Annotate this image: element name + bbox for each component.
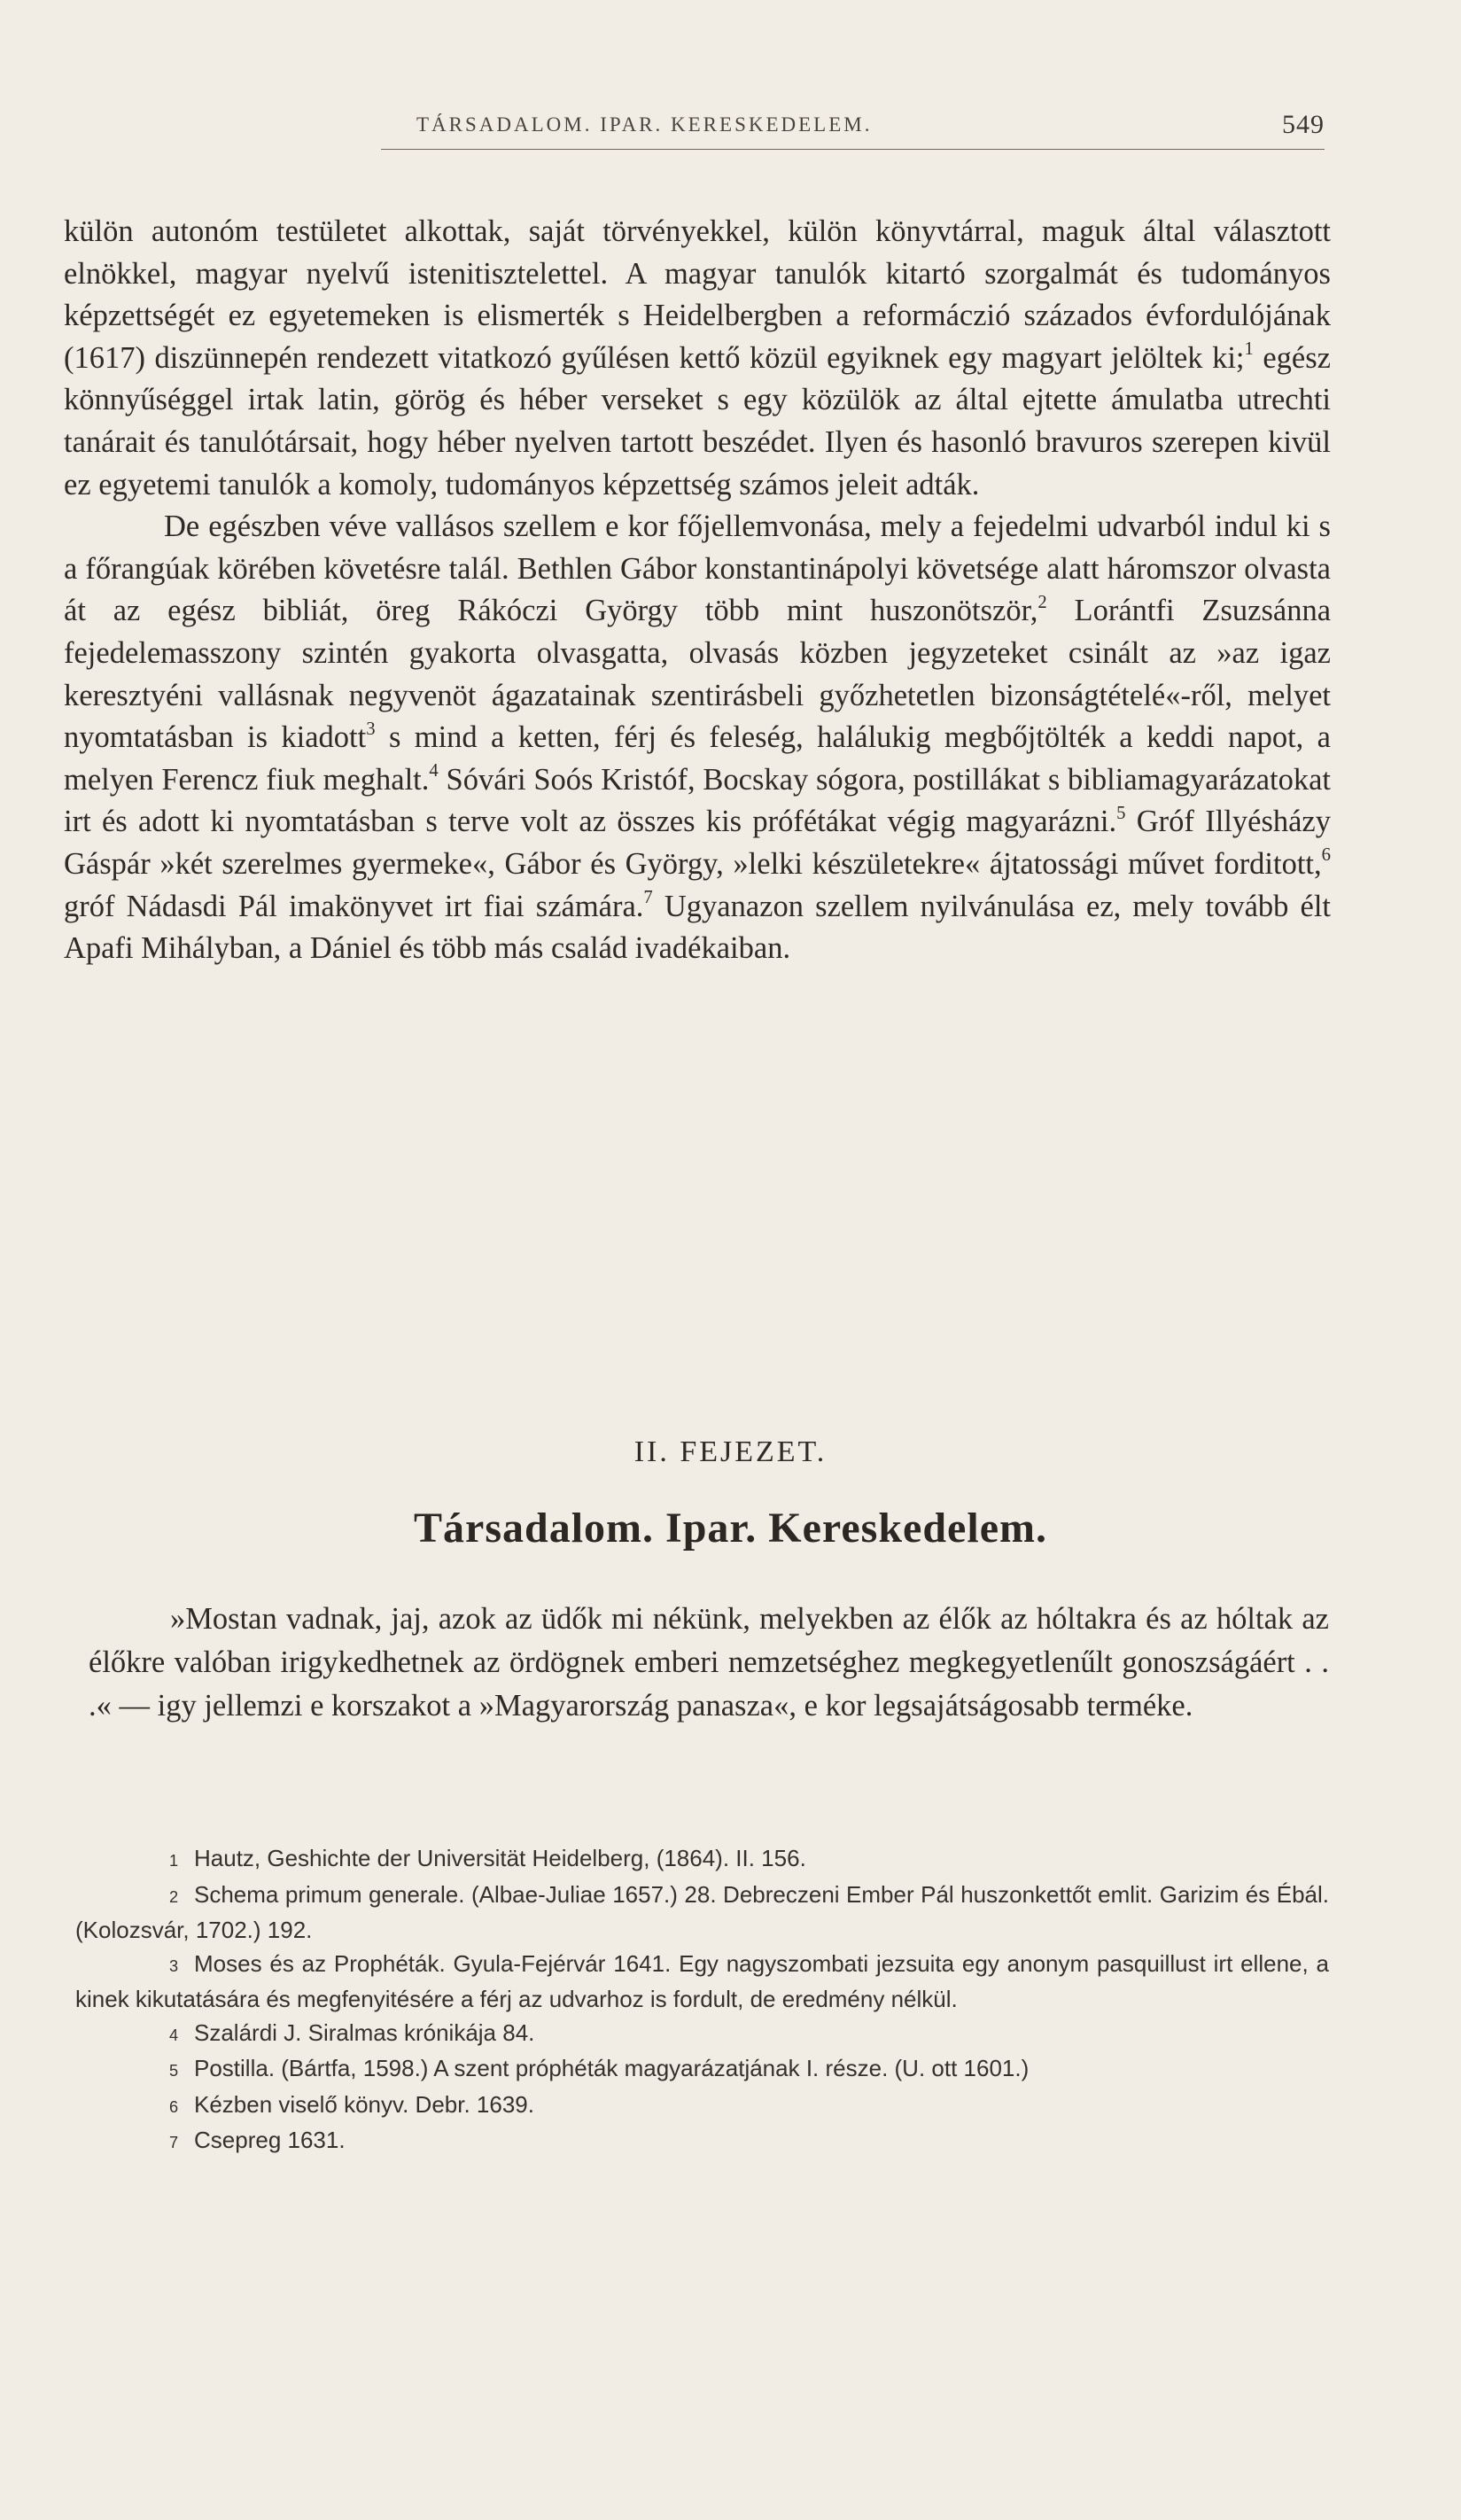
paragraph-text: egész könnyűséggel irtak latin, görög és héber verseket s egy közülök az által ejtette ámulatba utrechti tanárait és tanulótársait, hogy héber nyelven tartott beszédet. Ilyen és hasonló bravuros szerepen kivül ez egyetemi tanulók a komoly, tudományos képzettség számos jeleit adták. bbox=[64, 340, 1331, 502]
footnote-marker: 2 bbox=[169, 1887, 179, 1906]
footnote-marker: 4 bbox=[169, 2026, 179, 2044]
footnote-marker: 7 bbox=[169, 2134, 179, 2151]
footnote-7 bbox=[75, 2124, 1329, 2160]
paragraph-text: De egészben véve vallásos szellem e kor főjellemvonása, mely a fejedelmi udvarból indul ki s a főrangúak körében követésre talál. Bethlen Gábor konstantinápolyi követsége alatt háromszor olvasta át az egész bibliát, öreg Rákóczi György több mint huszonötször, bbox=[64, 509, 1331, 628]
footnote-ref: 4 bbox=[429, 761, 439, 782]
paragraph-1 bbox=[64, 211, 1331, 506]
footnotes bbox=[75, 1842, 1329, 2160]
chapter-opening-paragraph: »Mostan vadnak, jaj, azok az üdők mi nékünk, melyekben az élők az hóltakra és az hóltak az élőkre valóban irigykedhetnek az ördögnek emberi nemzetséghez megkegyetlenűlt gonoszságáért . . .« — igy jellemzi e korszakot a »Magyarország panasza«, e kor legsajátságosabb terméke. bbox=[89, 1602, 1329, 1723]
running-title: TÁRSADALOM. IPAR. KERESKEDELEM. bbox=[416, 113, 873, 136]
footnote-text: Postilla. (Bártfa, 1598.) A szent próphéták magyarázatjának I. része. (U. ott 1601.) bbox=[194, 2055, 1030, 2081]
footnote-ref: 6 bbox=[1321, 845, 1331, 866]
paragraph-text: Ugyanazon szellem nyilvánulása ez, mely tovább élt Apafi Mihályban, a Dániel és több más család ivadékaiban. bbox=[64, 889, 1331, 966]
footnote-ref: 3 bbox=[366, 719, 376, 739]
footnote-ref: 7 bbox=[643, 887, 653, 907]
paragraph-text: Gróf Illyésházy Gáspár »két szerelmes gyermeke«, Gábor és György, »lelki készületekre« ájtatossági művet forditott, bbox=[64, 805, 1331, 881]
footnote-ref: 1 bbox=[1244, 339, 1254, 360]
paragraph-text: gróf Nádasdi Pál imakönyvet irt fiai számára. bbox=[64, 889, 644, 923]
footnote-text: Moses és az Prophéták. Gyula-Fejérvár 1641. Egy nagyszombati jezsuita egy anonym pasquillust irt ellene, a kinek kikutatására és megfenyitésére a férj az udvarhoz is fordult, de eredmény nélkül. bbox=[75, 1949, 1329, 2012]
footnote-marker: 3 bbox=[169, 1956, 179, 1975]
footnote-3 bbox=[75, 1948, 1329, 2017]
footnote-text: Hautz, Geshichte der Universität Heidelberg, (1864). II. 156. bbox=[194, 1845, 806, 1871]
footnote-text: Schema primum generale. (Albae-Juliae 1657.) 28. Debreczeni Ember Pál huszonkettőt emlit. Garizim és Ébál. (Kolozsvár, 1702.) 192. bbox=[75, 1880, 1329, 1943]
paragraph-text: Lorántfi Zsuzsánna fejedelemasszony szintén gyakorta olvasgatta, olvasás közben jegyzeteket csinált az »az igaz keresztyéni vallásnak negyvenöt ágazatainak szentirásbeli győzhetetlen bizonságtételé«-ről, melyet nyomtatásban is kiadott bbox=[64, 594, 1332, 755]
footnote-marker: 6 bbox=[169, 2097, 179, 2116]
footnote-marker: 5 bbox=[169, 2062, 179, 2080]
main-text bbox=[64, 211, 1331, 970]
paragraph-text: s mind a ketten, férj és feleség, halálukig megbőjtölték a keddi napot, a melyen Ferencz fiuk meghalt. bbox=[64, 720, 1331, 797]
chapter-title: Társadalom. Ipar. Kereskedelem. bbox=[414, 1505, 1047, 1552]
chapter-opening bbox=[89, 1598, 1329, 1728]
footnote-text: Szalárdi J. Siralmas krónikája 84. bbox=[194, 2018, 535, 2046]
page-number: 549 bbox=[1282, 110, 1325, 139]
footnote-text: Kézben viselő könyv. Debr. 1639. bbox=[194, 2090, 534, 2118]
footnote-6 bbox=[75, 2088, 1329, 2125]
footnote-ref: 5 bbox=[1116, 803, 1126, 823]
footnote-text: Csepreg 1631. bbox=[194, 2127, 346, 2153]
footnote-5 bbox=[75, 2052, 1329, 2088]
footnote-4 bbox=[75, 2017, 1329, 2053]
footnote-ref: 2 bbox=[1037, 592, 1047, 612]
running-header bbox=[381, 110, 1325, 150]
paragraph-text: külön autonóm testületet alkottak, saját törvényekkel, külön könyvtárral, maguk által választott elnökkel, magyar nyelvű istenitisztelettel. A magyar tanulók kitartó szorgalmát és tudományos képzettségét ez egyetemeken is elismerték s Heidelbergben a reformáczió százados évfordulójának (1617) diszünnepén rendezett vitatkozó gyűlésen kettő közül egyiknek egy magyart jelöltek ki; bbox=[64, 214, 1331, 375]
paragraph-text: Sóvári Soós Kristóf, Bocskay sógora, postillákat s bibliamagyarázatokat irt és adott ki nyomtatásban s terve volt az összes kis prófétákat végig magyarázni. bbox=[64, 762, 1331, 839]
footnote-1 bbox=[75, 1842, 1329, 1878]
footnote-2 bbox=[75, 1878, 1329, 1948]
chapter-label: II. FEJEZET. bbox=[633, 1435, 828, 1468]
paragraph-2 bbox=[64, 506, 1331, 970]
footnote-marker: 1 bbox=[169, 1852, 179, 1870]
